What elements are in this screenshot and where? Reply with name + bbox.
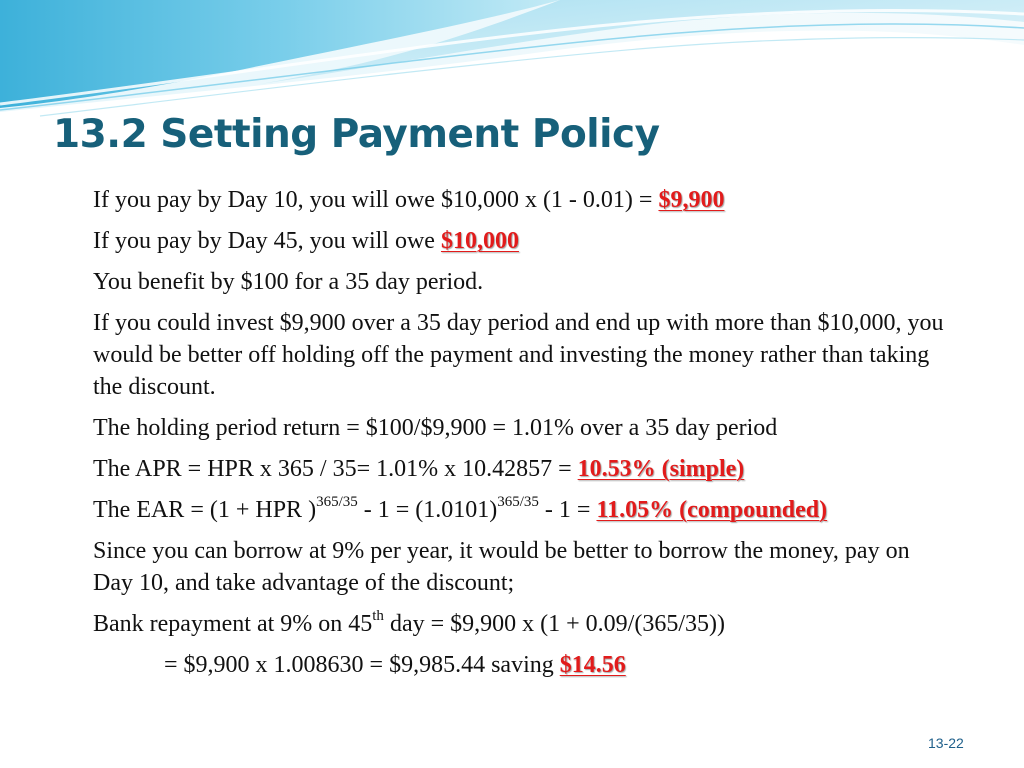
repayment-text-b: day = $9,900 x (1 + 0.09/(365/35)) xyxy=(383,611,725,637)
slide-title: 13.2 Setting Payment Policy xyxy=(53,112,660,157)
ear-exponent-1: 365/35 xyxy=(316,494,358,510)
line-saving xyxy=(93,649,953,681)
repayment-text-a: Bank repayment at 9% on 45 xyxy=(93,611,373,637)
ear-text-a: The EAR = (1 + HPR ) xyxy=(93,497,317,523)
ordinal-suffix: th xyxy=(372,608,384,624)
line-day45 xyxy=(93,225,953,257)
line-day10-text: If you pay by Day 10, you will owe $10,000 x (1 - 0.01) = xyxy=(93,187,659,213)
apr-result: 10.53% (simple) xyxy=(577,456,745,482)
line-repayment xyxy=(93,608,953,640)
amount-day10: $9,900 xyxy=(658,187,725,213)
line-invest: If you could invest $9,900 over a 35 day period and end up with more than $10,000, you would be better off holding off the payment and investing the money rather than taking the discount. xyxy=(93,310,944,400)
line-borrow: Since you can borrow at 9% per year, it would be better to borrow the money, pay on Day 10, and take advantage of the discount; xyxy=(93,538,910,596)
line-benefit: You benefit by $100 for a 35 day period. xyxy=(93,269,484,295)
amount-day45: $10,000 xyxy=(440,228,519,254)
line-apr-text: The APR = HPR x 365 / 35= 1.01% x 10.42857 = xyxy=(93,456,578,482)
ear-text-c: - 1 = xyxy=(538,497,597,523)
ear-result: 11.05% (compounded) xyxy=(596,497,828,523)
line-apr xyxy=(93,453,953,485)
line-day45-text: If you pay by Day 45, you will owe xyxy=(93,228,441,254)
slide-body xyxy=(93,184,953,690)
ear-exponent-2: 365/35 xyxy=(497,494,539,510)
line-day10 xyxy=(93,184,953,216)
line-ear xyxy=(93,494,953,526)
saving-amount: $14.56 xyxy=(559,652,626,678)
saving-text: = $9,900 x 1.008630 = $9,985.44 saving xyxy=(164,652,560,678)
header-wave-decoration xyxy=(0,0,1024,120)
page-number: 13-22 xyxy=(928,735,964,751)
ear-text-b: - 1 = (1.0101) xyxy=(357,497,498,523)
line-hpr: The holding period return = $100/$9,900 = 1.01% over a 35 day period xyxy=(93,415,778,441)
